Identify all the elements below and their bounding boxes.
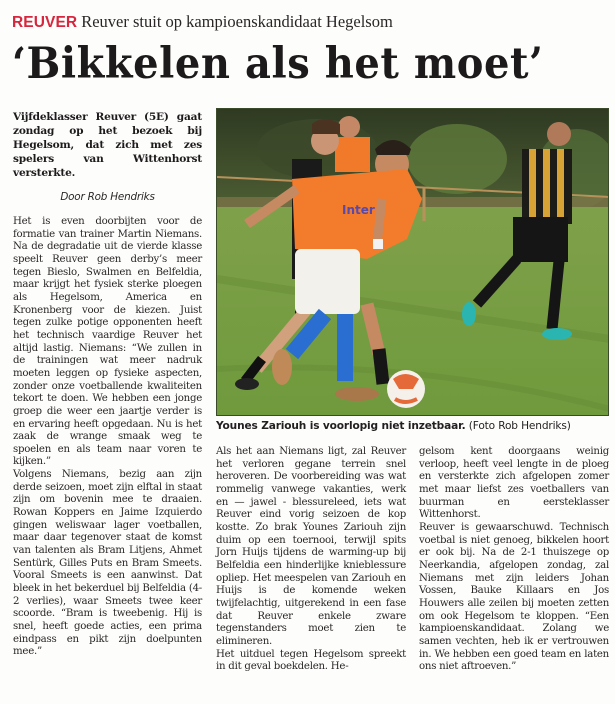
photo-caption xyxy=(216,420,571,433)
column-middle xyxy=(216,446,406,674)
svg-text:Inter: Inter xyxy=(342,203,375,217)
byline: Door Rob Hendriks xyxy=(60,191,155,203)
body-paragraph: gelsom kent doorgaans weinig verloop, heeft veel lengte in de ploeg en versterkte zich afgelopen zomer met maar liefst zes voetballers van buurman en eersteklasser Wittenhorst. xyxy=(419,446,609,521)
article-photo xyxy=(216,108,609,416)
intro-paragraph: Vijfdeklasser Reuver (5E) gaat zondag op het bezoek bij Hegelsom, dat zich met zes spelers van Wittenhorst versterkte. xyxy=(13,111,202,179)
kicker-text: Reuver stuit op kampioenskandidaat Hegelsom xyxy=(81,12,393,31)
caption-text: Younes Zariouh is voorlopig niet inzetbaar. xyxy=(216,420,466,432)
body-paragraph: Als het aan Niemans ligt, zal Reuver het verloren gegane terrein snel heroveren. De voorbereiding was wat rommelig vanwege vakanties, werk en — jawel - blessureleed, iets wat Reuver eind vorig seizoen de kop kostte. Zo brak Younes Zariouh zijn duim op een toernooi, terwijl spits Jorn Huijs tijdens de warming-up bij Belfeldia een hinderlijke knieblessure opliep. Het meespelen van Zariouh en Huijs is de komende weken twijfelachtig, uitgerekend in een fase dat Reuver enkele zware tegenstanders moet zien te elimineren. xyxy=(216,446,406,647)
football-match-photo xyxy=(217,109,609,416)
body-paragraph: Het is even doorbijten voor de formatie van trainer Martin Niemans. Na de degradatie uit de vierde klasse speelt Reuver geen derby’s meer tegen Bieslo, Swalmen en Belfeldia, maar krijgt het fysiek sterke ploegen als Hegelsom, America en Kronenberg voor de kiezen. Juist tegen zulke potige opponenten heeft het technisch vaardige Reuver het altijd lastig. Niemans: “We zullen in de trainingen wat meer nadruk moeten leggen op fysieke aspecten, zonder onze voetballende kwaliteiten tekort te doen. We hebben een jonge groep die weer een jaartje verder is en ervaring heeft opgedaan. Nu is het zaak de wrange smaak weg te spoelen en als team naar voren te kijken.” xyxy=(13,216,202,468)
body-paragraph: Reuver is gewaarschuwd. Technisch voetbal is niet genoeg, bikkelen hoort er ook bij. Na de 2-1 thuiszege op Neerkandia, afgelopen zondag, zal Niemans met zijn leiders Johan Vossen, Bauke Killaars en Jos Houwers alle zeilen bij moeten zetten om ook Hegelsom te kloppen. “Een kampioenskandidaat. Zolang we samen vechten, heb ik er vertrouwen in. We hebben een goed team en laten ons niet aftroeven.” xyxy=(419,521,609,673)
kicker xyxy=(12,12,393,33)
column-right xyxy=(419,446,609,674)
column-left xyxy=(13,110,202,659)
body-paragraph: Het uitduel tegen Hegelsom spreekt in dit geval boekdelen. He- xyxy=(216,648,406,673)
photo-credit: (Foto Rob Hendriks) xyxy=(468,420,571,432)
headline: ‘Bikkelen als het moet’ xyxy=(12,39,544,89)
body-paragraph: Volgens Niemans, bezig aan zijn derde seizoen, moet zijn elftal in staat zijn om bovenin mee te draaien. Rowan Koppers en Jaime Izquierdo gingen weliswaar lager voetballen, maar daar tegenover staat de komst van talenten als Bram Litjens, Ahmet Sentürk, Gilles Puts en Bram Smeets. Vooral Smeets is een aanwinst. Dat bleek in het bekerduel bij Belfeldia (4-2 verlies), waar Smeets twee keer scoorde. “Bram is tweebenig. Hij is snel, heeft goede acties, een prima eindpass en pikt zijn doelpunten mee.” xyxy=(13,469,202,658)
kicker-tag: REUVER xyxy=(12,14,78,31)
